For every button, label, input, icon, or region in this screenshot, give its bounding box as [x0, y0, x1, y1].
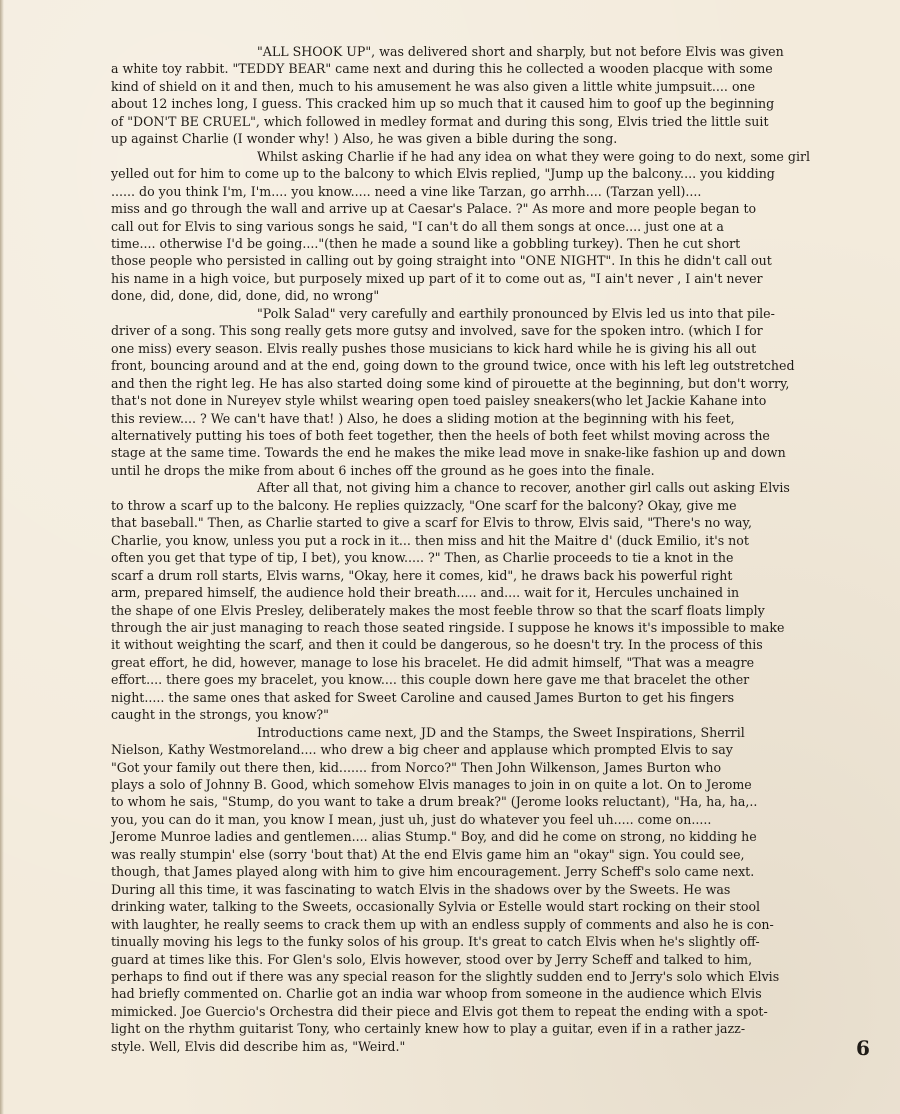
article-body: [111, 43, 845, 1055]
text-line: "Polk Salad" very carefully and earthily pronounced by Elvis led us into that pile-: [257, 305, 775, 321]
text-line: effort.... there goes my bracelet, you know.... this couple down here gave me that bracelet the other: [111, 672, 750, 688]
article-paragraph: [111, 148, 845, 305]
text-line: one miss) every season. Elvis really pushes those musicians to kick hard while he is giving his all out: [111, 340, 757, 356]
text-line: time.... otherwise I'd be going...."(then he made a sound like a gobbling turkey). Then he cut short: [111, 235, 741, 251]
text-line: miss and go through the wall and arrive up at Caesar's Palace. ?" As more and more people began to: [111, 201, 757, 217]
text-line: until he drops the mike from about 6 inches off the ground as he goes into the finale.: [111, 462, 655, 478]
text-line: perhaps to find out if there was any special reason for the slightly sudden end to Jerry's solo which Elvis: [111, 969, 780, 985]
text-line: mimicked. Joe Guercio's Orchestra did their piece and Elvis got them to repeat the ending with a spot-: [111, 1003, 768, 1019]
text-line: Jerome Munroe ladies and gentlemen.... alias Stump." Boy, and did he come on strong, no kidding he: [111, 829, 757, 845]
text-line: his name in a high voice, but purposely mixed up part of it to come out as, "I ain't never , I ain't never: [111, 270, 763, 286]
text-line: stage at the same time. Towards the end he makes the mike lead move in snake-like fashion up and down: [111, 445, 786, 461]
text-line: ...... do you think I'm, I'm.... you know..... need a vine like Tarzan, go arrhh.... (Tarzan yell)....: [111, 183, 702, 199]
text-line: to throw a scarf up to the balcony. He replies quizzacly, "One scarf for the balcony? Okay, give me: [111, 497, 737, 513]
article-paragraph: [111, 43, 845, 148]
text-line: yelled out for him to come up to the balcony to which Elvis replied, "Jump up the balcony.... you kidding: [111, 166, 775, 182]
text-line: up against Charlie (I wonder why! ) Also, he was given a bible during the song.: [111, 131, 618, 147]
text-line: to whom he sais, "Stump, do you want to take a drum break?" (Jerome looks reluctant), "Ha, ha, ha,..: [111, 794, 758, 810]
text-line: Whilst asking Charlie if he had any idea on what they were going to do next, some girl: [257, 148, 811, 164]
text-line: kind of shield on it and then, much to his amusement he was also given a little white jumpsuit.... one: [111, 78, 756, 94]
text-line: drinking water, talking to the Sweets, occasionally Sylvia or Estelle would start rocking on their stool: [111, 899, 761, 915]
text-line: done, did, done, did, done, did, no wrong": [111, 288, 380, 304]
text-line: and then the right leg. He has also started doing some kind of pirouette at the beginning, but don't worry,: [111, 375, 790, 391]
article-paragraph: [111, 479, 845, 723]
text-line: though, that James played along with him to give him encouragement. Jerry Scheff's solo came next.: [111, 864, 755, 880]
text-line: alternatively putting his toes of both feet together, then the heels of both feet whilst moving across the: [111, 427, 770, 443]
text-line: the shape of one Elvis Presley, deliberately makes the most feeble throw so that the scarf floats limply: [111, 602, 765, 618]
text-line: you, you can do it man, you know I mean, just uh, just do whatever you feel uh..... come on.....: [111, 811, 712, 827]
text-line: through the air just managing to reach those seated ringside. I suppose he knows it's impossible to make: [111, 619, 785, 635]
text-line: call out for Elvis to sing various songs he said, "I can't do all them songs at once.... just one at a: [111, 218, 724, 234]
text-line: "ALL SHOOK UP", was delivered short and sharply, but not before Elvis was given: [257, 44, 784, 59]
text-line: Nielson, Kathy Westmoreland.... who drew a big cheer and applause which prompted Elvis to say: [111, 742, 733, 758]
text-line: Charlie, you know, unless you put a rock in it... then miss and hit the Maitre d' (duck Emilio, it's not: [111, 532, 749, 548]
text-line: night..... the same ones that asked for Sweet Caroline and caused James Burton to get his fingers: [111, 689, 735, 705]
text-line: it without weighting the scarf, and then it could be dangerous, so he doesn't try. In the process of this: [111, 637, 763, 653]
text-line: that's not done in Nureyev style whilst wearing open toed paisley sneakers(who let Jackie Kahane into: [111, 393, 767, 409]
text-line: style. Well, Elvis did describe him as, "Weird.": [111, 1038, 406, 1054]
text-line: plays a solo of Johnny B. Good, which somehow Elvis manages to join in on quite a lot. On to Jerome: [111, 777, 752, 793]
text-line: tinually moving his legs to the funky solos of his group. It's great to catch Elvis when he's slightly off-: [111, 934, 760, 950]
text-line: Introductions came next, JD and the Stamps, the Sweet Inspirations, Sherril: [257, 724, 745, 740]
text-line: of "DON'T BE CRUEL", which followed in medley format and during this song, Elvis tried the little suit: [111, 113, 769, 129]
text-line: guard at times like this. For Glen's solo, Elvis however, stood over by Jerry Scheff and talked to him,: [111, 951, 753, 967]
text-line: driver of a song. This song really gets more gutsy and involved, save for the spoken intro. (which I for: [111, 323, 763, 339]
text-line: that baseball." Then, as Charlie started to give a scarf for Elvis to throw, Elvis said, "There's no way,: [111, 515, 752, 531]
text-line: "Got your family out there then, kid....... from Norco?" Then John Wilkenson, James Burton who: [111, 759, 722, 775]
text-line: arm, prepared himself, the audience hold their breath..... and.... wait for it, Hercules unchained in: [111, 585, 740, 601]
text-line: often you get that type of tip, I bet), you know..... ?" Then, as Charlie proceeds to tie a knot in the: [111, 550, 734, 566]
article-paragraph: [111, 305, 845, 480]
text-line: had briefly commented on. Charlie got an india war whoop from someone in the audience which Elvis: [111, 986, 762, 1002]
text-line: front, bouncing around and at the end, going down to the ground twice, once with his left leg outstretched: [111, 358, 795, 374]
text-line: a white toy rabbit. "TEDDY BEAR" came next and during this he collected a wooden placque with some: [111, 61, 773, 77]
page-left-edge: [0, 0, 4, 1114]
text-line: light on the rhythm guitarist Tony, who certainly knew how to play a guitar, even if in a rather jazz-: [111, 1021, 746, 1037]
article-paragraph: [111, 724, 845, 1056]
text-line: After all that, not giving him a chance to recover, another girl calls out asking Elvis: [257, 480, 790, 496]
text-line: During all this time, it was fascinating to watch Elvis in the shadows over by the Sweets. He was: [111, 881, 731, 897]
text-line: was really stumpin' else (sorry 'bout that) At the end Elvis game him an "okay" sign. You could see,: [111, 846, 745, 862]
text-line: with laughter, he really seems to crack them up with an endless supply of comments and also he is con-: [111, 916, 774, 932]
text-line: scarf a drum roll starts, Elvis warns, "Okay, here it comes, kid", he draws back his powerful right: [111, 567, 733, 583]
text-line: great effort, he did, however, manage to lose his bracelet. He did admit himself, "That was a meagre: [111, 654, 755, 670]
text-line: this review.... ? We can't have that! ) Also, he does a sliding motion at the beginning with his feet,: [111, 410, 735, 426]
text-line: caught in the strongs, you know?": [111, 707, 329, 723]
text-line: about 12 inches long, I guess. This cracked him up so much that it caused him to goof up the beginning: [111, 96, 775, 112]
page-number: 6: [856, 1036, 870, 1060]
text-line: those people who persisted in calling out by going straight into "ONE NIGHT". In this he didn't call out: [111, 253, 772, 269]
